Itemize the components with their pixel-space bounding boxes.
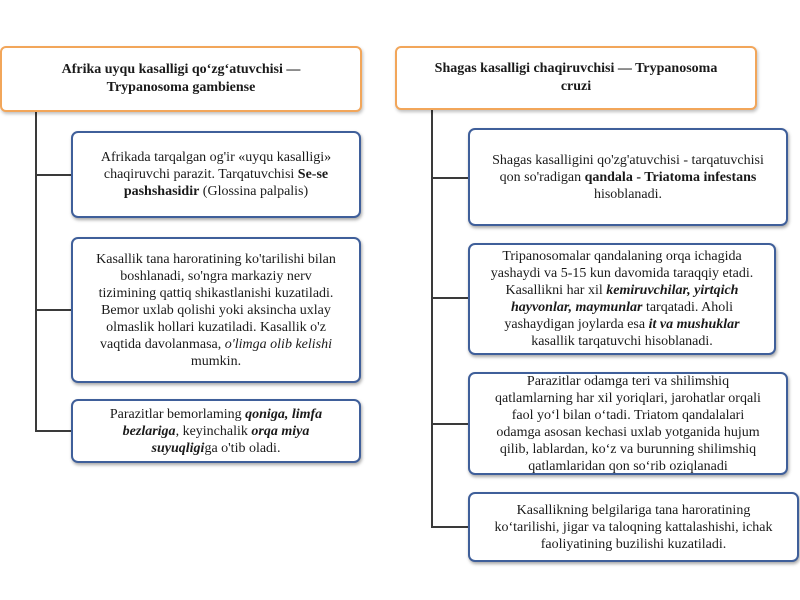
right-card-symptoms	[468, 492, 799, 562]
left-card-distribution-text: Afrikada tarqalgan og'ir «uyqu kasalligi» chaqiruvchi parazit. Tarqatuvchisi Se-se pashshasidir (Glossina palpalis)	[100, 150, 332, 199]
right-branch-line-4	[431, 526, 469, 528]
left-card-symptoms	[71, 237, 361, 383]
right-card-development	[468, 243, 776, 355]
right-card-symptoms-text: Kasallikning belgilariga tana haroratining ko‘tarilishi, jigar va taloqning kattalashishi, ichak faoliyatining buzilishi kuzatiladi.	[494, 502, 773, 552]
right-header-box	[395, 46, 757, 110]
left-branch-line-3	[35, 430, 72, 432]
right-card-vector	[468, 128, 788, 226]
right-branch-line-2	[431, 297, 469, 299]
right-card-vector-text: Shagas kasalligini qo'zg'atuvchisi - tarqatuvchisi qon so'radigan qandala - Triatoma infestans hisoblanadi.	[492, 152, 764, 202]
left-card-spread-text: Parazitlar bemorlaming qoniga, limfa bezlariga, keyinchalik orqa miya suyuqligiga o'tib oladi.	[109, 406, 323, 456]
right-header-title: Shagas kasalligi chaqiruvchisi — Trypanosoma cruzi	[434, 61, 718, 94]
left-header-title: Afrika uyqu kasalligi qo‘zg‘atuvchisi — Trypanosoma gambiense	[61, 62, 301, 95]
right-card-transmission	[468, 372, 788, 475]
right-branch-line-3	[431, 423, 469, 425]
right-branch-line-1	[431, 177, 469, 179]
right-trunk-line	[431, 110, 433, 528]
left-card-symptoms-text: Kasallik tana haroratining ko'tarilishi bilan boshlanadi, so'ngra markaziy nerv tizimining qattiq shikastlanishi kuzatiladi. Bemor uxlab qolishi yoki aksincha uxlay olmaslik hollari kuzatiladi. Kasallik o'z vaqtida davolanmasa, o'limga olib kelishi mumkin.	[96, 251, 336, 369]
left-header-box	[0, 46, 362, 112]
left-branch-line-2	[35, 309, 72, 311]
right-card-transmission-text: Parazitlar odamga teri va shilimshiq qatlamlarning har xil yoriqlari, jarohatlar orqali faol yo‘l bilan o‘tadi. Triatom qandalalari odamga asosan kechasi uxlab yotganida hujum qilib, lablardan, ko‘z va burunning shilimshiq qatlamlaridan qon so‘rib oziqlanadi	[495, 373, 761, 474]
left-card-spread	[71, 399, 361, 463]
right-card-development-text: Tripanosomalar qandalaning orqa ichagida yashaydi va 5-15 kun davomida taraqqiy etadi. Kasallikni har xil kemiruvchilar, yirtqich hayvonlar, maymunlar tarqatadi. Aholi yashaydigan joylarda esa it va mushuklar kasallik tarqatuvchi hisoblanadi.	[490, 249, 754, 349]
left-card-distribution	[71, 131, 361, 218]
left-branch-line-1	[35, 174, 72, 176]
left-trunk-line	[35, 112, 37, 432]
